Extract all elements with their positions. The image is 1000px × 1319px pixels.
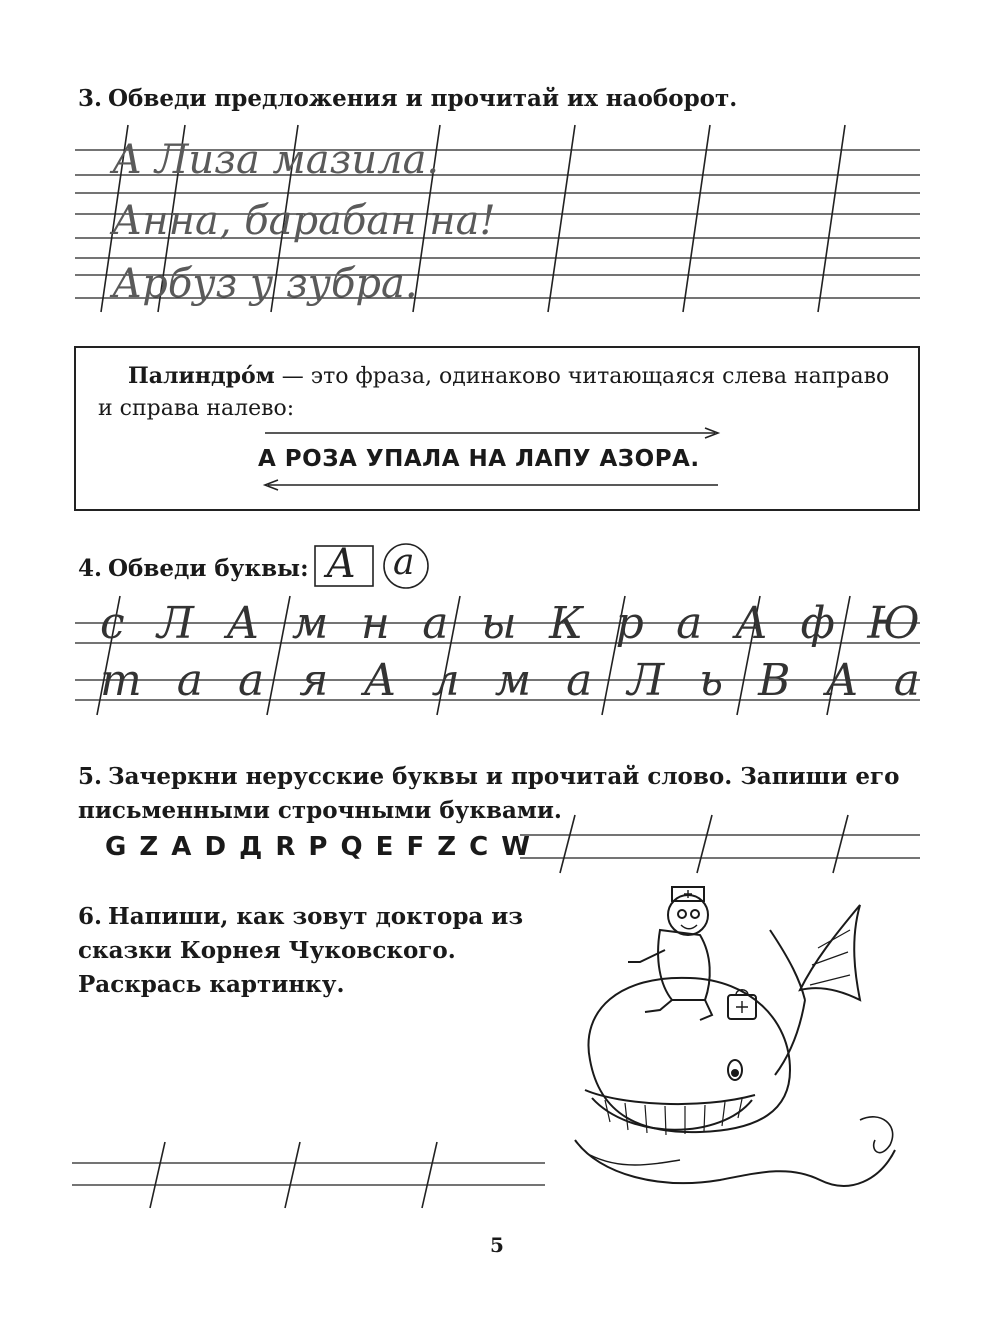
row2-letter: а	[176, 655, 203, 706]
row2-letter: В	[758, 655, 791, 706]
row2-letter: а	[893, 655, 920, 706]
row2-letter: А	[825, 655, 859, 706]
palindrome-example: А РОЗА УПАЛА НА ЛАПУ АЗОРА.	[258, 446, 700, 472]
row1-letter: Ю	[867, 598, 920, 649]
task5-text: Зачеркни нерусские буквы и прочитай слово. Запиши его письменными строчными буквами.	[78, 763, 900, 824]
row1-letter: А	[226, 598, 260, 649]
task3-line-1: А Лиза мазила.	[112, 137, 440, 183]
task6-number: 6.	[78, 903, 103, 930]
task6-ruling	[72, 1142, 545, 1208]
task6-text: Напиши, как зовут доктора из сказки Корнея Чуковского. Раскрась картинку.	[78, 903, 524, 998]
palindrome-term: Палиндро́м	[128, 363, 275, 389]
row2-letter: м	[494, 655, 532, 706]
task3-number: 3.	[78, 85, 103, 112]
whale-doctor-illustration	[575, 887, 895, 1186]
row2-letter: т	[100, 655, 142, 706]
task5-heading	[78, 760, 918, 828]
task4-row-2	[100, 655, 920, 706]
task5-number: 5.	[78, 763, 103, 790]
task6-heading	[78, 900, 558, 1002]
sample-capital-letter: А	[326, 541, 357, 587]
row1-letter: А	[734, 598, 769, 649]
row1-letter: а	[676, 598, 703, 649]
row2-letter: я	[299, 655, 329, 706]
sample-lower-letter: а	[393, 542, 415, 583]
row1-letter: н	[360, 598, 390, 649]
row2-letter: а	[237, 655, 265, 706]
palindrome-definition	[98, 360, 908, 425]
row1-letter: Л	[157, 598, 194, 649]
row1-letter: К	[549, 598, 584, 649]
task3-text: Обведи предложения и прочитай их наоборот.	[108, 85, 738, 112]
task3-line-3: Арбуз у зубра.	[112, 261, 418, 307]
arrow-right-icon	[265, 428, 718, 438]
row1-letter: ф	[800, 598, 835, 649]
row1-letter: р	[615, 598, 644, 649]
row2-letter: а	[566, 655, 593, 706]
row1-letter: м	[291, 598, 329, 649]
arrow-left-icon	[265, 480, 718, 490]
task3-line-2: Анна, барабан на!	[112, 198, 496, 244]
row2-letter: Л	[627, 655, 665, 706]
row2-letter: А	[363, 655, 397, 706]
row1-letter: с	[100, 598, 125, 649]
task4-heading	[78, 552, 309, 586]
task4-number: 4.	[78, 555, 103, 582]
task4-text: Обведи буквы:	[108, 555, 309, 582]
page-number: 5	[490, 1233, 504, 1257]
row2-letter: ь	[699, 655, 724, 706]
row1-letter: ы	[480, 598, 517, 649]
task5-letters: G Z A D Д R P Q E F Z C W	[105, 832, 532, 862]
palindrome-definition-text: — это фраза, одинаково читающаяся слева направо и справа налево:	[98, 364, 890, 421]
task4-row-1	[100, 598, 920, 649]
row2-letter: л	[431, 655, 460, 706]
row1-letter: а	[422, 598, 449, 649]
